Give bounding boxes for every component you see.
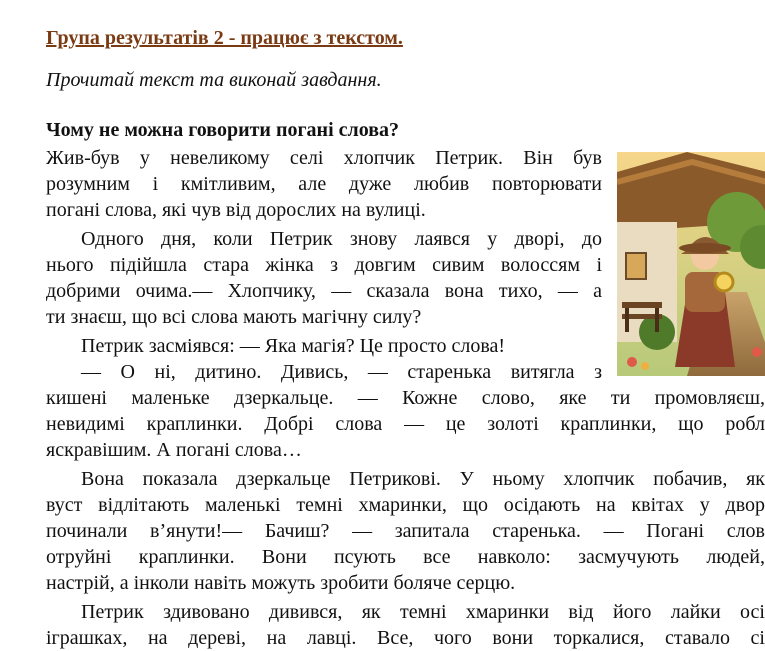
story-line: невидимі краплинки. Добрі слова — це золоті краплинки, що робл bbox=[46, 413, 765, 435]
story-line: Одного дня, коли Петрик знову лаявся у дворі, до bbox=[81, 228, 602, 250]
story-line: Петрик здивовано дивився, як темні хмаринки від його лайки осі bbox=[81, 601, 765, 623]
group-title: Група результатів 2 - працює з текстом. bbox=[46, 27, 403, 49]
story-line: погані слова, які чув від дорослих на вулиці. bbox=[46, 199, 426, 221]
story-title: Чому не можна говорити погані слова? bbox=[46, 119, 400, 141]
story-line: настрій, а інколи навіть можуть зробити боляче серцю. bbox=[46, 572, 516, 594]
story-line: Жив-був у невеликому селі хлопчик Петрик. Він був bbox=[46, 147, 602, 169]
story-line: ти знаєш, що всі слова мають магічну силу? bbox=[46, 306, 422, 328]
story-line: починали в’янути!— Бачиш? — запитала старенька. — Погані слов bbox=[46, 520, 765, 542]
story-line: кишені маленьке дзеркальце. — Кожне слово, яке ти промовляєш, bbox=[46, 387, 765, 409]
story-line: добрими очима.— Хлопчику, — сказала вона тихо, — а bbox=[46, 280, 602, 302]
story-line: нього підійшла стара жінка з довгим сивим волоссям і bbox=[46, 254, 602, 276]
story-line: — О ні, дитино. Дивись, — старенька витягла з bbox=[81, 361, 602, 383]
story-line: Петрик засміявся: — Яка магія? Це просто слова! bbox=[81, 335, 506, 357]
instruction-text: Прочитай текст та виконай завдання. bbox=[46, 69, 382, 91]
story-line: яскравішим. А погані слова… bbox=[46, 439, 302, 461]
story-illustration bbox=[617, 152, 765, 376]
story-line: розумним і кмітливим, але дуже любив повторювати bbox=[46, 173, 602, 195]
story-line: Вона показала дзеркальце Петрикові. У ньому хлопчик побачив, як bbox=[81, 468, 765, 490]
story-line: іграшках, на дереві, на лавці. Все, чого вони торкалися, ставало сі bbox=[46, 627, 765, 649]
story-line: отруйні краплинки. Вони псують все навколо: засмучують людей, bbox=[46, 546, 765, 568]
story-line: вуст відлітають маленькі темні хмаринки, що осідають на квітах у двор bbox=[46, 494, 765, 516]
storybook-illustration-icon bbox=[617, 152, 765, 376]
